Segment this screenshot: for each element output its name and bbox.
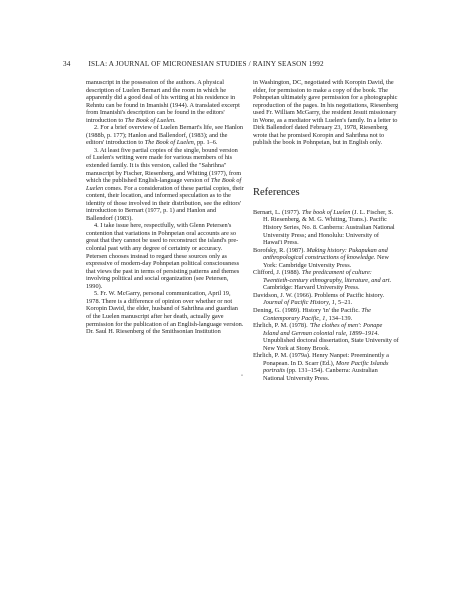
right-column <box>253 79 399 383</box>
references-list <box>253 209 399 383</box>
book-title: The Book of Luelen <box>86 177 242 192</box>
stray-mark: ˘ <box>241 375 243 381</box>
note-4: 4. I take issue here, respectfully, with Glenn Petersen's contention that variations in Pohnpeian oral accounts are so great that they cannot be used to reconstruct the island's pre-colonial past with any degree of certainty or accuracy. Petersen chooses instead to regard these sources only as expressive of modern-day Pohnpeian political consciousness that views the past in terms of persisting patterns and themes involving political and social organization (see Petersen, 1990). <box>86 222 240 290</box>
ref-title: The predicament of culture: Twentieth-century ethnography, literature, and art <box>263 269 390 284</box>
reference-entry <box>253 352 399 382</box>
ref-text: , 5–21. <box>334 299 353 307</box>
ref-title: The book of Luelen <box>301 208 351 216</box>
ref-text: Ehrlich, P. M. (1978). <box>253 322 310 330</box>
reference-entry <box>253 247 399 270</box>
ref-text: , 134–139. <box>325 314 353 322</box>
reference-entry <box>253 269 399 292</box>
note-text: 3. At least five partial copies of the single, bound version of Luelen's writing were made for various members of his extended family. It is this version, called the "Sahrihna" manuscript by Fischer, Riesenberg, and Whiting (1977), from which the published English-language version of <box>86 146 242 185</box>
note-2 <box>86 124 244 147</box>
reference-entry <box>253 322 399 352</box>
book-title: The Book of Luelen <box>144 139 194 147</box>
reference-entry <box>253 307 399 322</box>
note-1-continued <box>86 79 244 124</box>
ref-text: . Cambridge: Harvard University Press. <box>263 276 392 292</box>
book-title: The Book of Luelen <box>124 116 174 124</box>
note-text: manuscript in the possession of the authors. A physical description of Luelen Bernart and the room in which he apparently did a good deal of his writing at his residence in Rehntu can be found in Imanishi (1944). A translated excerpt from Imanishi's description can be found in the editors' introduction to <box>86 79 240 124</box>
ref-text: Bernart, L. (1977). <box>253 208 302 216</box>
ref-text: (pp. 131–154). Canberra: Australian National University Press. <box>263 367 378 382</box>
ref-title: The Contemporary Pacific, 1 <box>263 307 371 322</box>
ref-text: Clifford, J. (1988). <box>253 269 302 277</box>
ref-title: Making history: Pukapukan and anthropological constructions of knowledge <box>263 246 388 262</box>
note-5: 5. Fr. W. McGarry, personal communication, April 19, 1978. There is a difference of opinion over whether or not Koropin David, the elder, husband of Sahrihna and guardian of the Luelen manuscript after her death, actually gave permission for the publication of an English-language version. Dr. Saul H. Riesenberg of the Smithsonian Institution <box>86 290 244 336</box>
ref-text: (J. L. Fischer, S. H. Riesenberg, & M. G. Whiting, Trans.). Pacific History Series, No. 8. Canberra: Australian National University Press; and Honolulu: University of Hawai'i Press. <box>263 208 395 247</box>
note-text: , pp. 1–6. <box>193 139 218 147</box>
note-text: . <box>173 116 176 124</box>
journal-title: ISLA: A JOURNAL OF MICRONESIAN STUDIES / RAINY SEASON 1992 <box>88 60 324 68</box>
ref-text: . Unpublished doctoral dissertation, State University of New York at Stony Brook. <box>263 329 399 352</box>
reference-entry <box>253 292 399 307</box>
note-3 <box>86 147 244 222</box>
left-column <box>86 79 244 336</box>
ref-text: Ehrlich, P. M. (1979a). Henry Nanpei: Preeminently a Ponapean. In D. Scarr (Ed.), <box>253 352 389 367</box>
ref-title: More Pacific Islands portraits <box>263 359 389 375</box>
page-number: 34 <box>63 60 71 68</box>
ref-text: Borofsky, R. (1987). <box>253 246 307 254</box>
ref-text: . New York: Cambridge University Press. <box>263 254 389 269</box>
running-head <box>63 60 395 68</box>
references-heading: References <box>253 186 300 198</box>
ref-title: Journal of Pacific History, 1 <box>263 299 335 307</box>
note-text: 2. For a brief overview of Luelen Bernart's life, see Hanlon (1988b, p. 177); Hanlon and Ballendorf, (1983); and the editors' introduction to <box>86 124 244 147</box>
note-5-continued: in Washington, DC, negotiated with Koropin David, the elder, for permission to make a copy of the book. The Pohnpeian ultimately gave permission for a photographic reproduction of the pages. In his negotiations, Riesenberg used Fr. William McGarry, the resident Jesuit missionary in Wone, as a mediator with Luelen's family. In a letter to Dirk Ballendorf dated February 23, 1978, Riesenberg wrote that he promised Koropin and Sahrihna not to publish the book in Pohnpeian, but in English only. <box>253 79 399 147</box>
note-text: comes. For a consideration of these partial copies, their content, their location, and informed speculation as to the identity of those involved in their distribution, see the editors' introduction to Bernart (1977, p. 1) and Hanlon and Ballendorf (1983). <box>86 184 244 222</box>
ref-text: Davidson, J. W. (1966). Problems of Pacific history. <box>253 291 385 299</box>
ref-title: 'The clothes of men': Ponape Island and German colonial rule, 1899–1914 <box>263 322 383 337</box>
ref-text: Dening, G. (1989). History 'in' the Pacific. <box>253 307 362 315</box>
reference-entry <box>253 209 399 247</box>
